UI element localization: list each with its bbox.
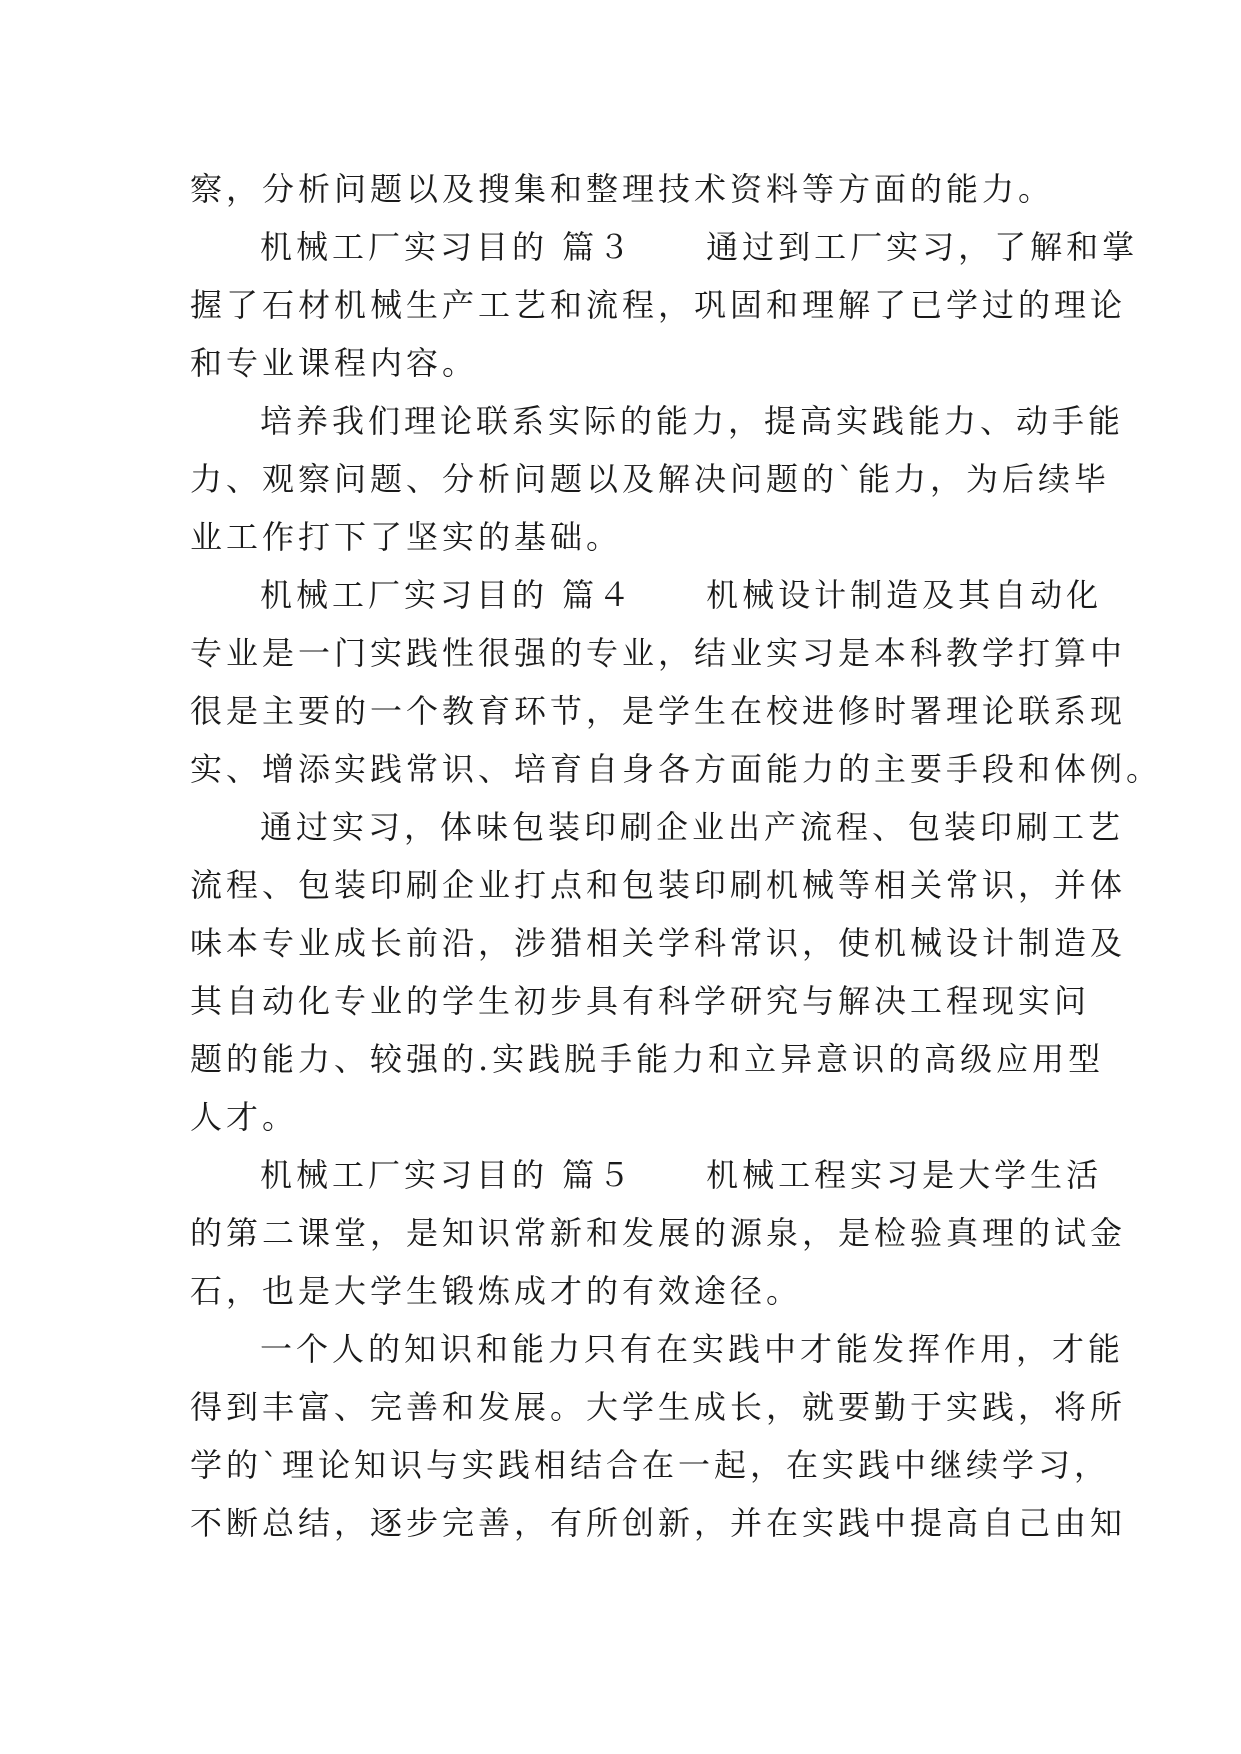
text-line: 力、观察问题、分析问题以及解决问题的`能力，为后续毕 <box>190 460 1111 498</box>
text-line: 一个人的知识和能力只有在实践中才能发挥作用，才能 <box>260 1330 1125 1368</box>
text-line: 机械工厂实习目的 篇３ 通过到工厂实习，了解和掌 <box>260 228 1139 266</box>
text-line: 不断总结，逐步完善，有所创新，并在实践中提高自己由知 <box>190 1504 1127 1542</box>
text-line: 机械工厂实习目的 篇４ 机械设计制造及其自动化 <box>260 576 1103 614</box>
text-line: 味本专业成长前沿，涉猎相关学科常识，使机械设计制造及 <box>190 924 1127 962</box>
document-body <box>190 160 1163 1552</box>
text-line: 专业是一门实践性很强的专业，结业实习是本科教学打算中 <box>190 634 1127 672</box>
text-line: 实、增添实践常识、培育自身各方面能力的主要手段和体例。 <box>190 750 1163 788</box>
text-line: 题的能力、较强的.实践脱手能力和立异意识的高级应用型 <box>190 1040 1105 1078</box>
text-line: 其自动化专业的学生初步具有科学研究与解决工程现实问 <box>190 982 1091 1020</box>
text-line: 通过实习，体味包装印刷企业出产流程、包装印刷工艺 <box>260 808 1125 846</box>
text-line: 学的`理论知识与实践相结合在一起，在实践中继续学习， <box>190 1446 1111 1484</box>
text-line: 机械工厂实习目的 篇５ 机械工程实习是大学生活 <box>260 1156 1103 1194</box>
text-line: 业工作打下了坚实的基础。 <box>190 518 623 556</box>
text-line: 很是主要的一个教育环节，是学生在校进修时署理论联系现 <box>190 692 1127 730</box>
text-line: 培养我们理论联系实际的能力，提高实践能力、动手能 <box>260 402 1125 440</box>
text-line: 的第二课堂，是知识常新和发展的源泉，是检验真理的试金 <box>190 1214 1127 1252</box>
text-line: 流程、包装印刷企业打点和包装印刷机械等相关常识，并体 <box>190 866 1127 904</box>
text-line: 察，分析问题以及搜集和整理技术资料等方面的能力。 <box>190 170 1055 208</box>
text-line: 和专业课程内容。 <box>190 344 479 382</box>
text-line: 握了石材机械生产工艺和流程，巩固和理解了已学过的理论 <box>190 286 1127 324</box>
text-line: 石，也是大学生锻炼成才的有效途径。 <box>190 1272 803 1310</box>
text-line: 得到丰富、完善和发展。大学生成长，就要勤于实践，将所 <box>190 1388 1127 1426</box>
text-line: 人才。 <box>190 1098 299 1136</box>
